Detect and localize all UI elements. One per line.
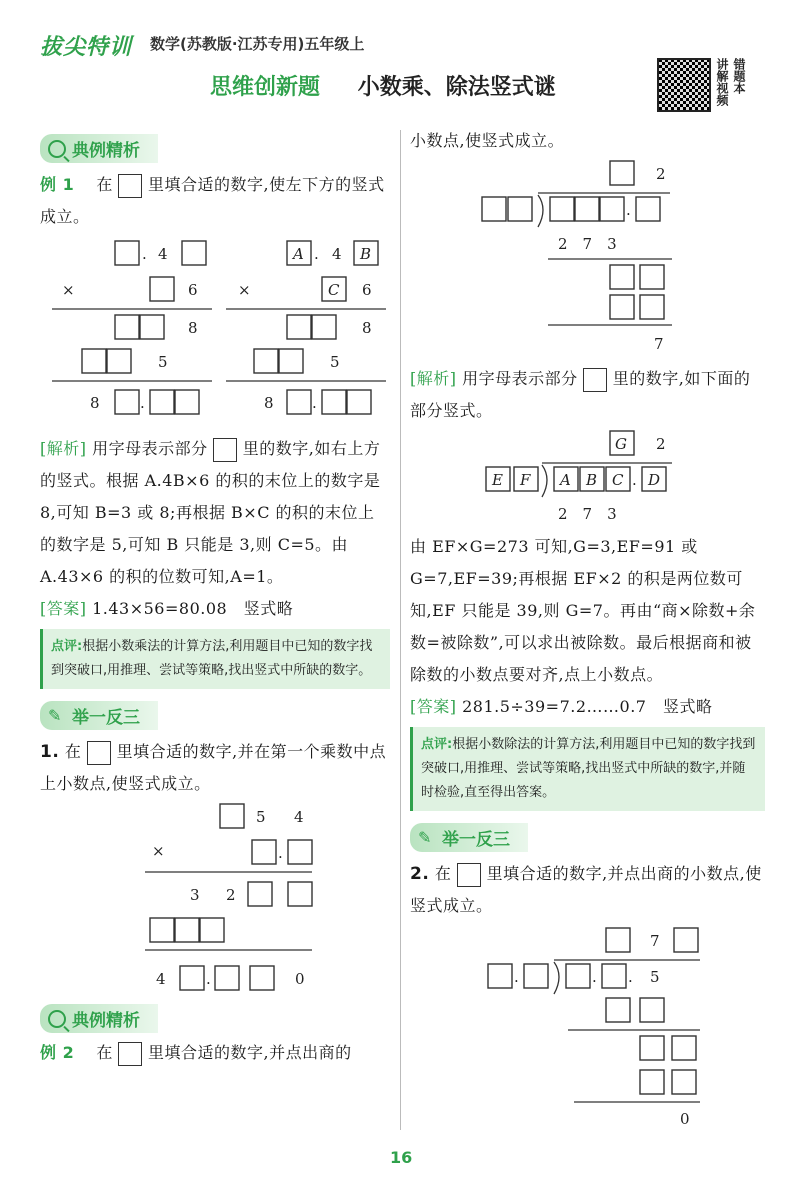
blank-box[interactable] (640, 265, 664, 289)
label-F: F (520, 471, 531, 489)
example2-text (40, 1037, 390, 1069)
digit-5: 5 (330, 353, 340, 371)
blank-box[interactable] (250, 966, 274, 990)
svg-text:.: . (514, 968, 519, 986)
blank-box[interactable] (150, 390, 174, 414)
digit-4: 4 (156, 970, 166, 988)
svg-text:.: . (628, 968, 633, 986)
blank-box[interactable] (107, 349, 131, 373)
svg-text:.: . (312, 394, 317, 412)
question-number: 2. (410, 864, 430, 884)
blank-box[interactable] (252, 840, 276, 864)
comment-text: 根据小数乘法的计算方法,利用题目中已知的数字找到突破口,用推理、尝试等策略,找出竖式中所缺的数字。 (51, 639, 373, 678)
label-C: C (612, 471, 624, 489)
blank-box[interactable] (279, 349, 303, 373)
label-D: D (648, 471, 661, 489)
qr-label (714, 58, 754, 106)
page-number: 16 (390, 1148, 413, 1167)
example1-text-b: 里填合适的数字,使左下方的竖式成立。 (40, 175, 385, 226)
digit-0: 0 (295, 970, 305, 988)
blank-box[interactable] (640, 1070, 664, 1094)
section-tag-label: 举一反三 (72, 708, 140, 728)
svg-text:.: . (592, 968, 597, 986)
blank-box[interactable] (175, 918, 199, 942)
magnifier-icon (48, 1010, 66, 1028)
comment-label: 点评: (421, 737, 453, 752)
blank-box[interactable] (150, 918, 174, 942)
example2-text-a: 在 (96, 1043, 113, 1062)
label-A: A (293, 245, 304, 263)
digit-2: 2 (656, 165, 666, 183)
digit-8: 8 (188, 319, 198, 337)
digit-3: 3 (190, 886, 200, 904)
blank-box[interactable] (482, 197, 506, 221)
blank-box[interactable] (640, 1036, 664, 1060)
digit-4: 4 (332, 245, 342, 263)
answer-text: 1.43×56=80.08 竖式略 (92, 599, 294, 618)
example2-text-b: 里填合适的数字,并点出商的 (148, 1043, 352, 1062)
digit-6: 6 (362, 281, 372, 299)
svg-text:.: . (626, 201, 631, 219)
digit-8: 8 (362, 319, 372, 337)
blank-box[interactable] (602, 964, 626, 988)
q2-text-a: 在 (434, 864, 452, 883)
times-sign: × (238, 281, 251, 299)
blank-box-icon (583, 368, 607, 392)
digit-0: 0 (680, 1110, 690, 1128)
svg-text:.: . (278, 844, 283, 862)
blank-box[interactable] (566, 964, 590, 988)
blank-box[interactable] (610, 265, 634, 289)
right-column (410, 125, 765, 1136)
example2-continued: 小数点,使竖式成立。 (410, 131, 565, 150)
blank-box[interactable] (180, 966, 204, 990)
comment-box (410, 727, 765, 811)
blank-box[interactable] (288, 840, 312, 864)
blank-box[interactable] (248, 882, 272, 906)
svg-text:.: . (632, 471, 637, 489)
blank-box[interactable] (287, 315, 311, 339)
question-number: 1. (40, 742, 60, 762)
analysis-label: [解析] (410, 369, 457, 388)
question1-figure (40, 800, 390, 970)
svg-text:.: . (142, 245, 147, 263)
times-sign: × (152, 842, 165, 860)
blank-box[interactable] (610, 295, 634, 319)
blank-box[interactable] (200, 918, 224, 942)
label-B: B (360, 245, 372, 263)
section-tag-practice (410, 823, 528, 852)
digit-2: 2 (226, 886, 236, 904)
question1-figure-result (40, 960, 390, 994)
blank-box[interactable] (347, 390, 371, 414)
answer-label: [答案] (410, 697, 457, 716)
blank-box[interactable] (606, 928, 630, 952)
partial-product: 2 7 3 (558, 235, 617, 253)
example2-label: 例 2 (40, 1043, 75, 1062)
digit-4: 4 (158, 245, 168, 263)
blank-box[interactable] (175, 390, 199, 414)
pencil-icon: ✎ (48, 705, 62, 725)
blank-box[interactable] (115, 315, 139, 339)
digit-5: 5 (158, 353, 168, 371)
analysis2-intro (410, 363, 765, 427)
mult-figure-right (226, 241, 386, 414)
digit-4: 4 (294, 808, 304, 826)
topic-prefix: 思维创新题 (210, 75, 321, 100)
blank-box[interactable] (82, 349, 106, 373)
q1-text-b: 里填合适的数字,并在第一个乘数中点上小数点,使竖式成立。 (40, 742, 387, 793)
blank-box[interactable] (600, 197, 624, 221)
qr-label-video: 讲解视频 (715, 58, 729, 106)
blank-box-icon (87, 741, 111, 765)
pencil-icon: ✎ (418, 827, 432, 847)
blank-box[interactable] (254, 349, 278, 373)
comment-text: 根据小数除法的计算方法,利用题目中已知的数字找到突破口,用推理、尝试等策略,找出竖式中所缺的数字,并随时检验,直至得出答案。 (421, 737, 756, 800)
blank-box-icon (118, 1042, 142, 1066)
example1-text (40, 169, 390, 233)
section-tag-example (40, 134, 158, 163)
blank-box[interactable] (640, 998, 664, 1022)
blank-box-icon (457, 863, 481, 887)
magnifier-icon (48, 140, 66, 158)
blank-box[interactable] (610, 161, 634, 185)
left-column (40, 130, 390, 1069)
digit-2: 2 (656, 435, 666, 453)
blank-box[interactable] (220, 804, 244, 828)
answer1 (40, 593, 390, 625)
page-header (0, 0, 800, 130)
digit-8: 8 (264, 394, 274, 412)
q1-text-a: 在 (64, 742, 82, 761)
topic-main: 小数乘、除法竖式谜 (357, 75, 556, 100)
label-A: A (560, 471, 571, 489)
label-G: G (615, 435, 627, 453)
svg-text:.: . (314, 245, 319, 263)
answer-label: [答案] (40, 599, 87, 618)
question2 (410, 858, 765, 922)
brand-logo: 拔尖特训 (40, 35, 133, 60)
qr-code-icon[interactable] (657, 58, 711, 112)
analysis-label: [解析] (40, 439, 87, 458)
section-tag-label: 举一反三 (442, 830, 510, 850)
digit-6: 6 (188, 281, 198, 299)
blank-box[interactable] (287, 390, 311, 414)
digit-5: 5 (650, 968, 660, 986)
partial-product: 2 7 3 (558, 505, 617, 523)
digit-7: 7 (650, 932, 660, 950)
analysis1 (40, 433, 390, 593)
digit-8: 8 (90, 394, 100, 412)
blank-box[interactable] (640, 295, 664, 319)
question1 (40, 736, 390, 800)
blank-box[interactable] (636, 197, 660, 221)
blank-box[interactable] (524, 964, 548, 988)
answer2 (410, 691, 765, 723)
label-C: C (328, 281, 340, 299)
analysis-division-figure (410, 427, 765, 527)
remainder-7: 7 (654, 335, 664, 353)
page-title (210, 70, 556, 101)
section-tag-practice (40, 701, 158, 730)
blank-box[interactable] (115, 241, 139, 265)
blank-box[interactable] (115, 390, 139, 414)
blank-box[interactable] (182, 241, 206, 265)
blank-box[interactable] (606, 998, 630, 1022)
analysis-text-b: 里的数字,如下面的部分竖式。 (410, 369, 751, 420)
blank-box[interactable] (288, 882, 312, 906)
comment-box (40, 629, 390, 689)
blank-box[interactable] (550, 197, 574, 221)
example1-label: 例 1 (40, 175, 75, 194)
column-divider (400, 130, 401, 1130)
blank-box[interactable] (150, 277, 174, 301)
blank-box[interactable] (672, 1070, 696, 1094)
example1-text-a: 在 (96, 175, 113, 194)
blank-box-icon (118, 174, 142, 198)
example1-figures (40, 233, 390, 423)
blank-box[interactable] (672, 1036, 696, 1060)
svg-text:.: . (206, 970, 211, 988)
blank-box[interactable] (488, 964, 512, 988)
question2-figure (410, 922, 765, 1132)
blank-box[interactable] (674, 928, 698, 952)
analysis2-text: 由 EF×G=273 可知,G=3,EF=91 或 G=7,EF=39;再根据 EF×2 的积是两位数可知,EF 只能是 39,则 G=7。再由“商×除数+余数=被除数”,可以求出被除数。最后根据商和被除数的小数点要对齐,点上小数点。 (410, 537, 756, 684)
svg-text:.: . (140, 394, 145, 412)
blank-box[interactable] (575, 197, 599, 221)
example2-division-figure (410, 157, 765, 357)
blank-box[interactable] (312, 315, 336, 339)
blank-box-icon (213, 438, 237, 462)
qr-label-mistakes: 错题本 (732, 58, 746, 94)
digit-5: 5 (256, 808, 266, 826)
analysis-text-a: 用字母表示部分 (92, 439, 208, 458)
section-tag-example2 (40, 1004, 158, 1033)
mult-figure-left (52, 241, 212, 414)
book-title: 数学(苏教版·江苏专用)五年级上 (150, 35, 365, 53)
section-tag-label: 典例精析 (72, 1011, 140, 1031)
label-E: E (492, 471, 503, 489)
analysis-text-a: 用字母表示部分 (462, 369, 578, 388)
section-tag-label: 典例精析 (72, 141, 140, 161)
answer-text: 281.5÷39=7.2……0.7 竖式略 (462, 697, 713, 716)
blank-box[interactable] (215, 966, 239, 990)
comment-label: 点评: (51, 639, 83, 654)
times-sign: × (62, 281, 75, 299)
blank-box[interactable] (508, 197, 532, 221)
blank-box[interactable] (140, 315, 164, 339)
q2-text-b: 里填合适的数字,并点出商的小数点,使竖式成立。 (410, 864, 762, 915)
label-B: B (586, 471, 598, 489)
analysis-text-b: 里的数字,如右上方的竖式。根据 A.4B×6 的积的末位上的数字是 8,可知 B=3 或 8;再根据 B×C 的积的末位上的数字是 5,可知 B 只能是 3,则 C=5。由 A.43×6 的积的位数可知,A=1。 (40, 439, 381, 586)
blank-box[interactable] (322, 390, 346, 414)
